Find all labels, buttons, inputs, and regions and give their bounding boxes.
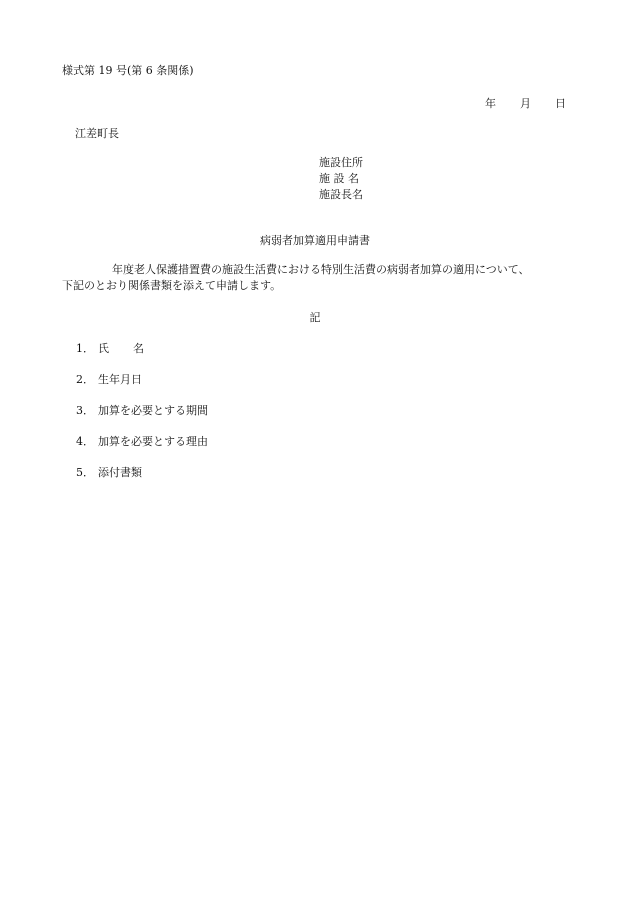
facility-address-label: 施設住所 <box>319 156 363 169</box>
list-item <box>76 342 208 373</box>
ki-heading: 記 <box>309 311 321 324</box>
item-number: 4． <box>76 435 94 448</box>
date-year: 年 <box>485 97 496 110</box>
item-label: 氏 <box>98 342 109 355</box>
item-label: 名 <box>133 342 144 355</box>
item-number: 1． <box>76 342 94 355</box>
item-number: 2． <box>76 373 94 386</box>
body-line-1: 年度老人保護措置費の施設生活費における特別生活費の病弱者加算の適用について、 <box>112 263 530 276</box>
list-item <box>76 466 208 497</box>
document-title: 病弱者加算適用申請書 <box>260 234 370 247</box>
list-item <box>76 435 208 466</box>
item-number: 3． <box>76 404 94 417</box>
body-paragraph <box>62 262 582 294</box>
item-label: 加算を必要とする理由 <box>98 435 208 448</box>
date-line <box>485 96 566 111</box>
body-line-2: 下記のとおり関係書類を添えて申請します。 <box>62 279 282 292</box>
item-list <box>76 342 208 497</box>
item-number: 5． <box>76 466 94 479</box>
facility-block <box>319 155 363 203</box>
addressee: 江差町長 <box>75 127 119 140</box>
list-item <box>76 404 208 435</box>
list-item <box>76 373 208 404</box>
date-day: 日 <box>555 97 566 110</box>
item-label: 添付書類 <box>98 466 142 479</box>
date-month: 月 <box>520 97 531 110</box>
item-label: 生年月日 <box>98 373 142 386</box>
facility-head-label: 施設長名 <box>319 188 363 201</box>
form-number: 様式第 19 号(第 6 条関係) <box>62 64 194 77</box>
facility-name-label: 施 設 名 <box>319 172 359 185</box>
item-label: 加算を必要とする期間 <box>98 404 208 417</box>
